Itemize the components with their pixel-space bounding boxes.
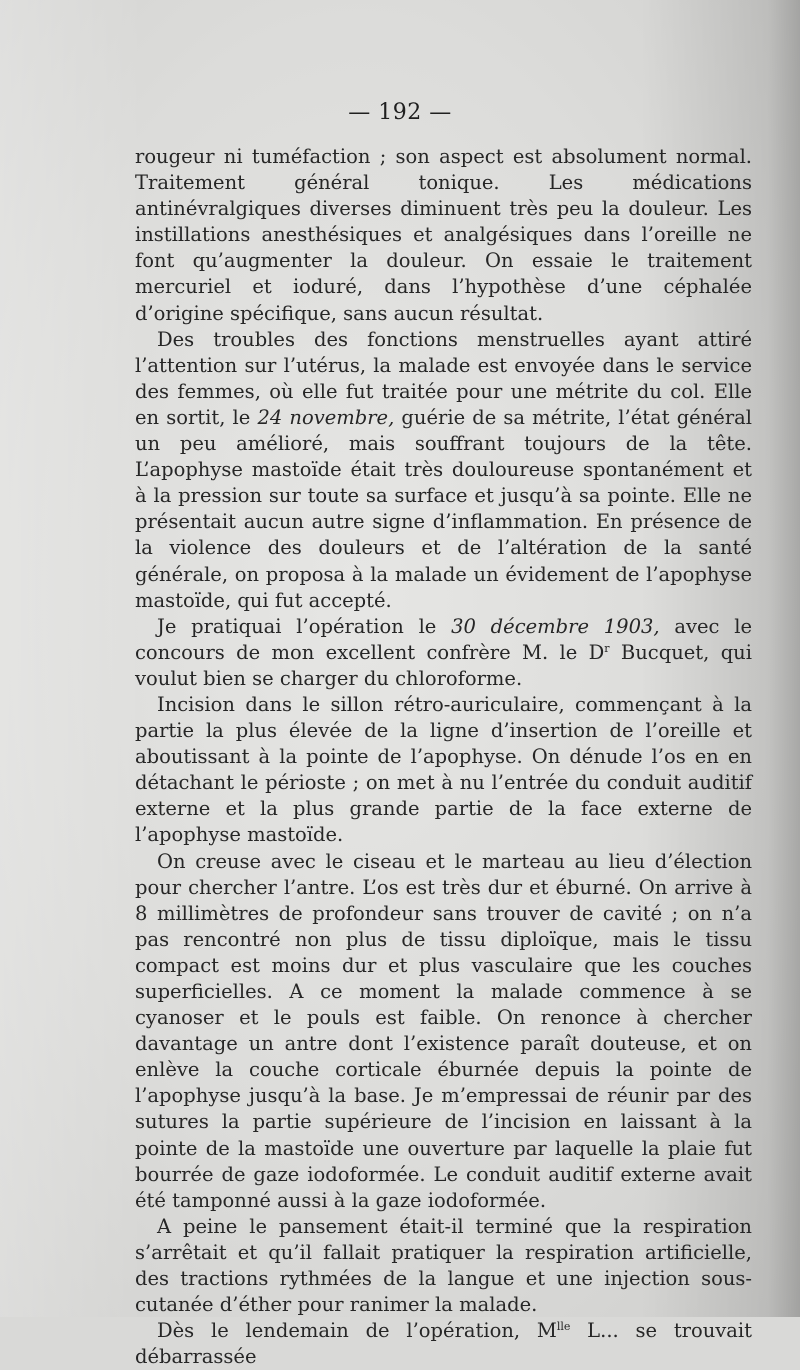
paragraph-text: avec le concours de mon excellent confrère M. le D (135, 614, 752, 664)
superscript: r (604, 641, 610, 655)
paragraph-text: L... se trouvait débarrassée (135, 1319, 752, 1369)
body-text (135, 144, 752, 1370)
page-number: — 192 — (348, 100, 452, 125)
superscript: lle (556, 1320, 571, 1334)
paragraph-text: Je pratiquai l’opération le (157, 614, 452, 638)
paragraph-text: Dès le lendemain de l’opération, M (157, 1319, 557, 1343)
date-italic: 24 novembre, (257, 405, 395, 429)
paragraph-text: Des troubles des fonctions menstruelles ayant attiré l’attention sur l’utérus, la malade est envoyée dans le service des femmes, où elle fut traitée pour une métrite du col. Elle en sortit, le (135, 327, 752, 429)
paragraph: Incision dans le sillon rétro-auriculaire, commençant à la partie la plus élevée de la ligne d’insertion de l’oreille et aboutissant à la pointe de l’apophyse. On dénude l’os en en détachant le périoste ; on met à nu l’entrée du conduit auditif externe et la plus grande partie de la face externe de l’apophyse mastoïde. (135, 692, 752, 847)
paragraph (135, 1318, 752, 1370)
paragraph: rougeur ni tuméfaction ; son aspect est absolument normal. Traitement général tonique. Les médications antinévralgiques diverses diminuent très peu la douleur. Les instillations anesthésiques et analgésiques dans l’oreille ne font qu’augmenter la douleur. On essaie le traitement mercuriel et ioduré, dans l’hypothèse d’une céphalée d’origine spécifique, sans aucun résultat. (135, 145, 752, 325)
paragraph: A peine le pansement était-il terminé que la respiration s’arrêtait et qu’il fallait pratiquer la respiration artificielle, des tractions rythmées de la langue et une injection sous-cutanée d’éther pour ranimer la malade. (135, 1214, 752, 1317)
date-italic: 30 décembre 1903, (451, 614, 660, 638)
paragraph (135, 614, 752, 692)
paragraph: On creuse avec le ciseau et le marteau au lieu d’élection pour chercher l’antre. L’os est très dur et éburné. On arrive à 8 millimètres de profondeur sans trouver de cavité ; on n’a pas rencontré non plus de tissu diploïque, mais le tissu compact est moins dur et plus vasculaire que les couches superficielles. A ce moment la malade commence à se cyanoser et le pouls est faible. On renonce à chercher davantage un antre dont l’existence paraît douteuse, et on enlève la couche corticale éburnée depuis la pointe de l’apophyse jusqu’à la base. Je m’empressai de réunir par des sutures la partie supérieure de l’incision en laissant à la pointe de la mastoïde une ouverture par laquelle la plaie fut bourrée de gaze iodoformée. Le conduit auditif externe avait été tamponné aussi à la gaze iodoformée. (135, 849, 752, 1212)
paragraph (135, 327, 752, 614)
paragraph-text: Bucquet, qui voulut bien se charger du chloroforme. (135, 640, 752, 690)
paragraph-text: guérie de sa métrite, l’état général un peu amélioré, mais souffrant toujours de la tête. L’apophyse mastoïde était très douloureuse spontanément et à la pression sur toute sa surface et jusqu’à sa pointe. Elle ne présentait aucun autre signe d’inflammation. En présence de la violence des douleurs et de l’altération de la santé générale, on proposa à la malade un évidement de l’apophyse mastoïde, qui fut accepté. (135, 405, 752, 612)
